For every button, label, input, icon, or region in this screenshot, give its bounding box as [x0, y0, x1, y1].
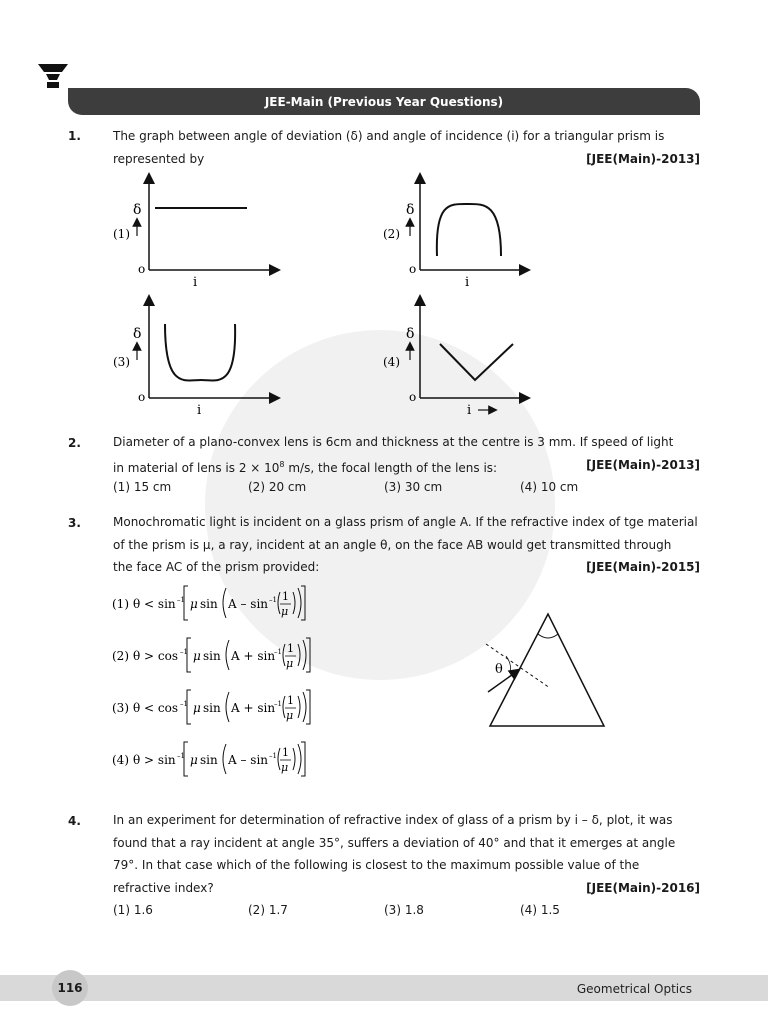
question-1-ref: [JEE(Main)-2013]	[586, 151, 700, 166]
question-1-line1: The graph between angle of deviation (δ) and angle of incidence (i) for a triangular prism is	[113, 129, 665, 143]
graph-2-xlabel: i	[465, 275, 470, 290]
graph-2-origin: o	[409, 262, 417, 276]
svg-text:–1: –1	[180, 700, 188, 708]
question-4-ref: [JEE(Main)-2016]	[586, 880, 700, 895]
graph-3-label: (3)	[113, 355, 130, 369]
svg-text:–1: –1	[274, 700, 282, 708]
svg-text:μ: μ	[190, 753, 198, 767]
svg-text:–1: –1	[269, 596, 277, 604]
question-3-option-3[interactable]	[112, 690, 310, 724]
question-2-line1: Diameter of a plano-convex lens is 6cm and thickness at the centre is 3 mm. If speed of light	[113, 435, 674, 449]
question-2-text	[113, 431, 700, 479]
svg-text:μ: μ	[281, 761, 289, 774]
svg-text:μ: μ	[193, 649, 201, 663]
svg-text:sin: sin	[203, 701, 221, 715]
question-3-line3: the face AC of the prism provided:	[113, 560, 320, 574]
graph-4-label: (4)	[383, 355, 400, 369]
question-2-option-4[interactable]: (4) 10 cm	[520, 480, 579, 494]
question-3-options	[110, 582, 330, 782]
question-4-option-4[interactable]: (4) 1.5	[520, 903, 560, 917]
svg-text:μ: μ	[193, 701, 201, 715]
question-2-line2b: m/s, the focal length of the lens is:	[284, 460, 498, 475]
question-2-ref: [JEE(Main)-2013]	[586, 457, 700, 472]
question-3-line2: of the prism is μ, a ray, incident at an angle θ, on the face AB would get transmitted through	[113, 537, 672, 552]
svg-text:–1: –1	[269, 752, 277, 760]
option-4-inner: A – sin	[228, 753, 269, 767]
question-1-graphs	[105, 172, 665, 422]
chapter-title: Geometrical Optics	[576, 982, 692, 996]
section-banner	[68, 88, 700, 115]
graph-3-ylabel: δ	[133, 326, 142, 342]
question-4-line4-row	[113, 877, 700, 900]
question-4-option-1[interactable]: (1) 1.6	[113, 903, 153, 917]
option-3-label: (3)	[112, 701, 129, 715]
prism-triangle	[490, 614, 604, 726]
svg-text:–1: –1	[177, 752, 185, 760]
graph-1	[113, 178, 275, 290]
option-3-inner: A + sin	[231, 701, 276, 715]
option-4-label: (4)	[112, 753, 129, 767]
question-3-line1: Monochromatic light is incident on a glass prism of angle A. If the refractive index of tge material	[113, 515, 698, 529]
option-1-lhs: θ < sin	[133, 597, 176, 611]
question-4-number: 4.	[68, 814, 81, 828]
svg-text:μ: μ	[286, 709, 294, 722]
graph-3-origin: o	[138, 390, 146, 404]
question-4-line4: refractive index?	[113, 880, 214, 895]
theta-label: θ	[495, 662, 503, 677]
graph-3	[113, 300, 275, 418]
question-3-option-4[interactable]	[112, 742, 305, 776]
question-4-line1: In an experiment for determination of refractive index of glass of a prism by i – δ, plot, it was	[113, 813, 673, 827]
graph-4-origin: o	[409, 390, 417, 404]
page-number: 116	[52, 970, 88, 1006]
graph-2	[383, 178, 525, 290]
svg-text:–1: –1	[180, 648, 188, 656]
question-2-option-1[interactable]: (1) 15 cm	[113, 480, 172, 494]
svg-text:–1: –1	[274, 648, 282, 656]
question-2-line2-row	[113, 454, 700, 480]
section-title: JEE-Main (Previous Year Questions)	[264, 94, 504, 109]
svg-text:1: 1	[282, 746, 289, 759]
question-3-number: 3.	[68, 516, 81, 530]
question-3-line3-row	[113, 556, 700, 579]
question-2-number: 2.	[68, 436, 81, 450]
brand-logo-icon	[38, 64, 68, 88]
question-4-option-3[interactable]: (3) 1.8	[384, 903, 424, 917]
graph-4-ylabel: δ	[406, 326, 415, 342]
question-1-line2-row	[113, 148, 700, 171]
svg-text:–1: –1	[177, 596, 185, 604]
option-2-inner: A + sin	[231, 649, 276, 663]
graph-2-ylabel: δ	[406, 202, 415, 218]
graph-1-label: (1)	[113, 227, 130, 241]
question-4-line3: 79°. In that case which of the following is closest to the maximum possible value of the	[113, 858, 640, 872]
svg-text:1: 1	[282, 590, 289, 603]
prism-figure	[478, 606, 618, 736]
graph-3-xlabel: i	[197, 403, 202, 418]
graph-1-xlabel: i	[193, 275, 198, 290]
svg-text:1: 1	[287, 642, 294, 655]
option-2-label: (2)	[112, 649, 129, 663]
question-1-line2: represented by	[113, 151, 205, 166]
question-3-option-2[interactable]	[112, 638, 310, 672]
svg-text:1: 1	[287, 694, 294, 707]
graph-1-origin: o	[138, 262, 146, 276]
question-3-text	[113, 511, 700, 579]
question-1-number: 1.	[68, 129, 81, 143]
question-4-line2: found that a ray incident at angle 35°, suffers a deviation of 40° and that it emerges at angle	[113, 835, 676, 850]
graph-4-xlabel: i	[467, 403, 472, 418]
question-3-option-1[interactable]	[112, 586, 305, 620]
option-1-inner: A – sin	[228, 597, 269, 611]
svg-text:μ: μ	[286, 657, 294, 670]
svg-text:μ: μ	[281, 605, 289, 618]
question-1-text	[113, 125, 700, 170]
svg-text:μ: μ	[190, 597, 198, 611]
question-4-option-2[interactable]: (2) 1.7	[248, 903, 288, 917]
option-4-lhs: θ > sin	[133, 753, 176, 767]
graph-1-ylabel: δ	[133, 202, 142, 218]
question-2-option-3[interactable]: (3) 30 cm	[384, 480, 443, 494]
question-2-line2a: in material of lens is 2 × 10	[113, 460, 280, 475]
svg-text:sin: sin	[200, 753, 218, 767]
option-2-lhs: θ > cos	[133, 649, 179, 663]
question-2-option-2[interactable]: (2) 20 cm	[248, 480, 307, 494]
question-3-ref: [JEE(Main)-2015]	[586, 560, 700, 574]
question-2-exponent: 8	[279, 459, 285, 469]
option-3-lhs: θ < cos	[133, 701, 179, 715]
graph-4	[383, 300, 525, 418]
question-4-text	[113, 809, 700, 899]
option-1-label: (1)	[112, 597, 129, 611]
graph-2-label: (2)	[383, 227, 400, 241]
svg-text:sin: sin	[203, 649, 221, 663]
svg-text:sin: sin	[200, 597, 218, 611]
